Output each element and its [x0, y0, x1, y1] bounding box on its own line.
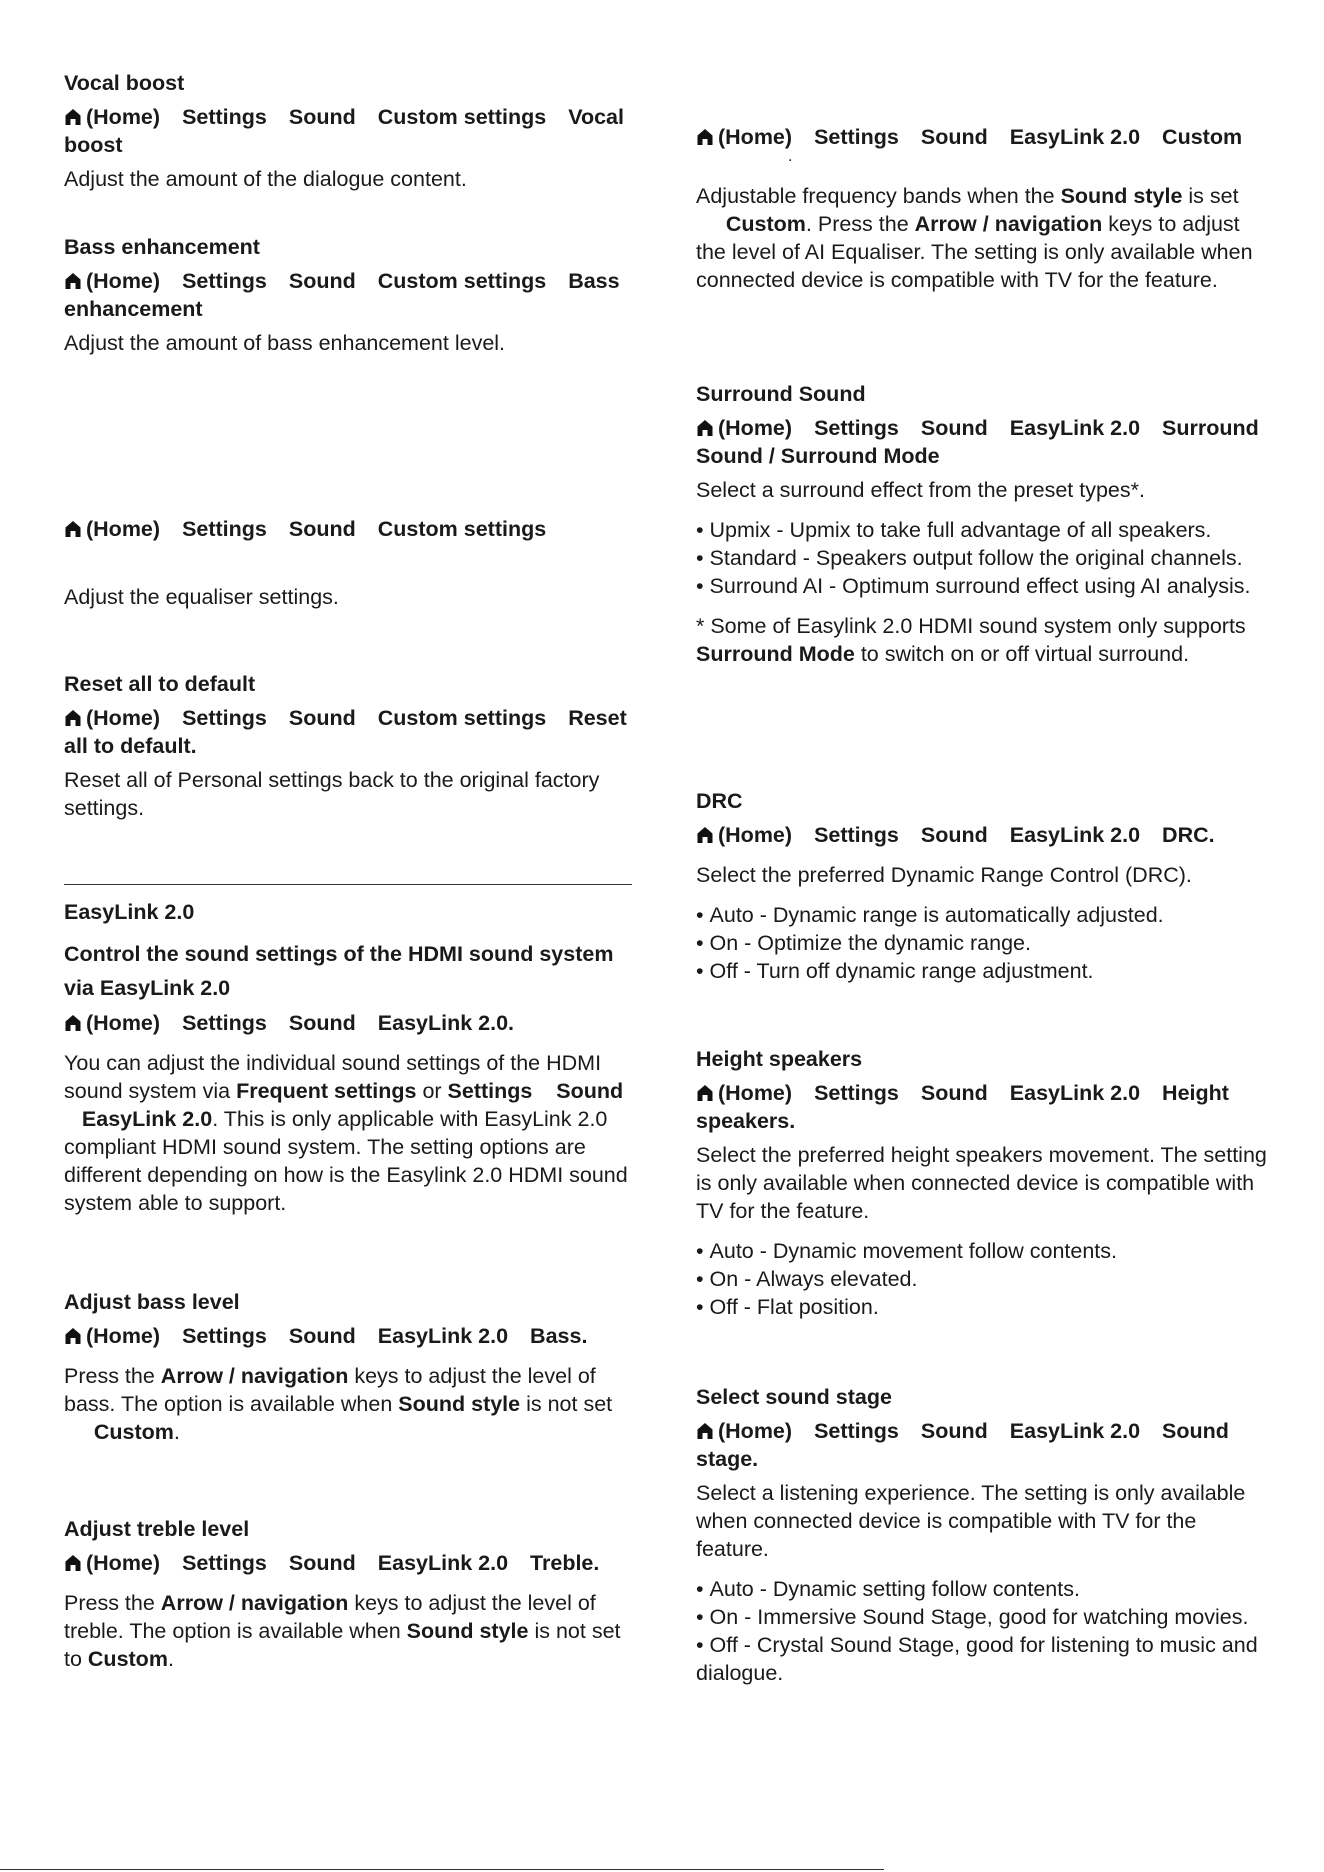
path-segment: Sound stage. [696, 1419, 1229, 1471]
path-home: (Home) [86, 1551, 161, 1575]
home-icon [696, 419, 714, 437]
menu-path [64, 103, 636, 159]
path-segment: Settings [182, 517, 267, 541]
path-home: (Home) [718, 823, 793, 847]
section-description: Adjust the equaliser settings. [64, 585, 339, 609]
list-item: • Auto - Dynamic movement follow contents. [696, 1237, 1268, 1265]
menu-path [64, 1549, 636, 1577]
path-segment: Custom [1162, 125, 1243, 149]
path-segment: Settings [814, 1419, 899, 1443]
path-segment: Sound [288, 105, 356, 129]
path-home: (Home) [86, 1324, 161, 1348]
path-segment: Sound [920, 1419, 988, 1443]
menu-path [64, 515, 636, 543]
path-segment: EasyLink 2.0 [377, 1324, 509, 1348]
path-segment: Sound [920, 1081, 988, 1105]
path-segment: Sound [920, 416, 988, 440]
path-segment: EasyLink 2.0 [1009, 823, 1141, 847]
menu-path [64, 1009, 636, 1037]
home-icon [64, 1327, 82, 1345]
path-segment: Settings [814, 125, 899, 149]
home-icon [64, 709, 82, 727]
path-home: (Home) [718, 1081, 793, 1105]
section-reset [64, 670, 636, 822]
home-icon [696, 128, 714, 146]
list-item: • On - Always elevated. [696, 1265, 1268, 1293]
section-sound-stage [696, 1383, 1268, 1687]
menu-path [64, 1322, 636, 1350]
section-description: Select a surround effect from the preset types*. [696, 478, 1145, 502]
footer-rule [0, 1869, 884, 1870]
path-segment: DRC. [1162, 823, 1215, 847]
section-description: Reset all of Personal settings back to the original factory settings. [64, 768, 600, 820]
path-segment: Reset all to default. [64, 706, 627, 758]
path-segment: Sound [288, 1551, 356, 1575]
home-icon [64, 520, 82, 538]
list-item: • Surround AI - Optimum surround effect using AI analysis. [696, 572, 1268, 600]
section-description: Press the Arrow / navigation keys to adjust the level of bass. The option is available when Sound style is not set Custom. [64, 1364, 613, 1444]
section-description: Adjust the amount of bass enhancement level. [64, 331, 506, 355]
path-segment: Sound [920, 823, 988, 847]
path-segment: Custom settings [377, 105, 547, 129]
path-segment: Settings [182, 1011, 267, 1035]
section-divider [64, 884, 632, 885]
path-home: (Home) [86, 1011, 161, 1035]
menu-path [696, 414, 1268, 470]
section-heading: EasyLink 2.0 [64, 900, 195, 924]
path-segment: Sound [920, 125, 988, 149]
section-note: * Some of Easylink 2.0 HDMI sound system only supports Surround Mode to switch on or off virtual surround. [696, 614, 1246, 666]
list-item: • On - Optimize the dynamic range. [696, 929, 1268, 957]
path-segment: Settings [182, 1324, 267, 1348]
section-heading: Reset all to default [64, 672, 256, 696]
section-heading: Adjust treble level [64, 1517, 250, 1541]
path-segment: Settings [182, 269, 267, 293]
home-icon [64, 272, 82, 290]
list-item: • Off - Turn off dynamic range adjustment. [696, 957, 1268, 985]
path-segment: Sound [288, 269, 356, 293]
path-segment: Sound [288, 1324, 356, 1348]
home-icon [64, 108, 82, 126]
list-item: • Off - Flat position. [696, 1293, 1268, 1321]
section-heading: Adjust bass level [64, 1290, 240, 1314]
path-home: (Home) [86, 517, 161, 541]
path-segment: Vocal boost [64, 105, 624, 157]
section-heading: Select sound stage [696, 1385, 892, 1409]
home-icon [696, 826, 714, 844]
path-home: (Home) [86, 269, 161, 293]
section-heading: Vocal boost [64, 71, 185, 95]
path-segment: Settings [814, 416, 899, 440]
path-segment: EasyLink 2.0. [377, 1011, 515, 1035]
path-segment: Treble. [530, 1551, 600, 1575]
section-description: Press the Arrow / navigation keys to adjust the level of treble. The option is available when Sound style is not set to Custom. [64, 1591, 621, 1671]
list-item: • Off - Crystal Sound Stage, good for listening to music and dialogue. [696, 1631, 1268, 1687]
section-description: Select the preferred height speakers movement. The setting is only available when connected device is compatible with TV for the feature. [696, 1143, 1267, 1223]
list-item: • Standard - Speakers output follow the original channels. [696, 544, 1268, 572]
home-icon [696, 1084, 714, 1102]
menu-path [64, 704, 636, 760]
list-item: • On - Immersive Sound Stage, good for watching movies. [696, 1603, 1268, 1631]
section-equaliser [64, 515, 636, 611]
bullet-list [696, 1237, 1268, 1321]
path-segment: Surround Sound / Surround Mode [696, 416, 1259, 468]
path-home: (Home) [718, 125, 793, 149]
section-description: Adjust the amount of the dialogue content. [64, 167, 467, 191]
path-segment: Custom settings [377, 517, 547, 541]
section-heading: Surround Sound [696, 382, 866, 406]
path-segment: EasyLink 2.0 [1009, 1419, 1141, 1443]
path-segment: Bass. [530, 1324, 588, 1348]
path-segment: Bass enhancement [64, 269, 620, 321]
list-item: • Auto - Dynamic setting follow contents. [696, 1575, 1268, 1603]
bullet-list [696, 901, 1268, 985]
path-segment: Custom settings [377, 269, 547, 293]
section-heading: DRC [696, 789, 743, 813]
path-home: (Home) [718, 416, 793, 440]
path-segment: Settings [182, 105, 267, 129]
section-drc [696, 787, 1268, 985]
section-description: Adjustable frequency bands when the Sound style is set Custom. Press the Arrow / navigation keys to adjust the level of AI Equaliser. The setting is only available when connected device is compatible with TV for the feature. [696, 184, 1253, 292]
path-segment: EasyLink 2.0 [1009, 416, 1141, 440]
path-segment: Sound [288, 706, 356, 730]
path-segment: EasyLink 2.0 [1009, 1081, 1141, 1105]
section-bass-enhancement [64, 233, 636, 357]
section-description: Select a listening experience. The setting is only available when connected device is compatible with TV for the feature. [696, 1481, 1246, 1561]
section-heading: Bass enhancement [64, 235, 260, 259]
section-treble-level [64, 1515, 636, 1673]
section-height-speakers [696, 1045, 1268, 1321]
path-segment: Height speakers. [696, 1081, 1229, 1133]
path-segment: Custom settings [377, 706, 547, 730]
list-item: • Upmix - Upmix to take full advantage of all speakers. [696, 516, 1268, 544]
path-segment: Settings [814, 1081, 899, 1105]
section-description: Select the preferred Dynamic Range Control (DRC). [696, 863, 1192, 887]
section-custom [696, 123, 1268, 294]
path-segment: Sound [288, 517, 356, 541]
path-segment: Settings [182, 706, 267, 730]
section-heading: Height speakers [696, 1047, 863, 1071]
menu-path [696, 1417, 1268, 1473]
path-segment: Settings [814, 823, 899, 847]
path-home: (Home) [718, 1419, 793, 1443]
path-home: (Home) [86, 105, 161, 129]
path-segment: EasyLink 2.0 [1009, 125, 1141, 149]
home-icon [64, 1554, 82, 1572]
menu-path [64, 267, 636, 323]
menu-path [696, 1079, 1268, 1135]
path-segment: Sound [288, 1011, 356, 1035]
section-bass-level [64, 1288, 636, 1446]
path-segment: EasyLink 2.0 [377, 1551, 509, 1575]
list-item: • Auto - Dynamic range is automatically adjusted. [696, 901, 1268, 929]
path-tail: . [788, 148, 793, 165]
menu-path [696, 821, 1268, 849]
home-icon [64, 1014, 82, 1032]
section-surround [696, 380, 1268, 668]
section-subheading: Control the sound settings of the HDMI sound system via EasyLink 2.0 [64, 942, 614, 1000]
menu-path [696, 123, 1268, 151]
bullet-list [696, 516, 1268, 600]
path-segment: Settings [182, 1551, 267, 1575]
section-easylink [64, 898, 636, 1217]
home-icon [696, 1422, 714, 1440]
section-vocal-boost [64, 69, 636, 193]
section-description: You can adjust the individual sound settings of the HDMI sound system via Frequent settings or Settings Sound EasyLink 2.0. This is only applicable with EasyLink 2.0 compliant HDMI sound system. The setting options are different depending on how is the Easylink 2.0 HDMI sound system able to support. [64, 1051, 628, 1215]
bullet-list [696, 1575, 1268, 1687]
path-home: (Home) [86, 706, 161, 730]
